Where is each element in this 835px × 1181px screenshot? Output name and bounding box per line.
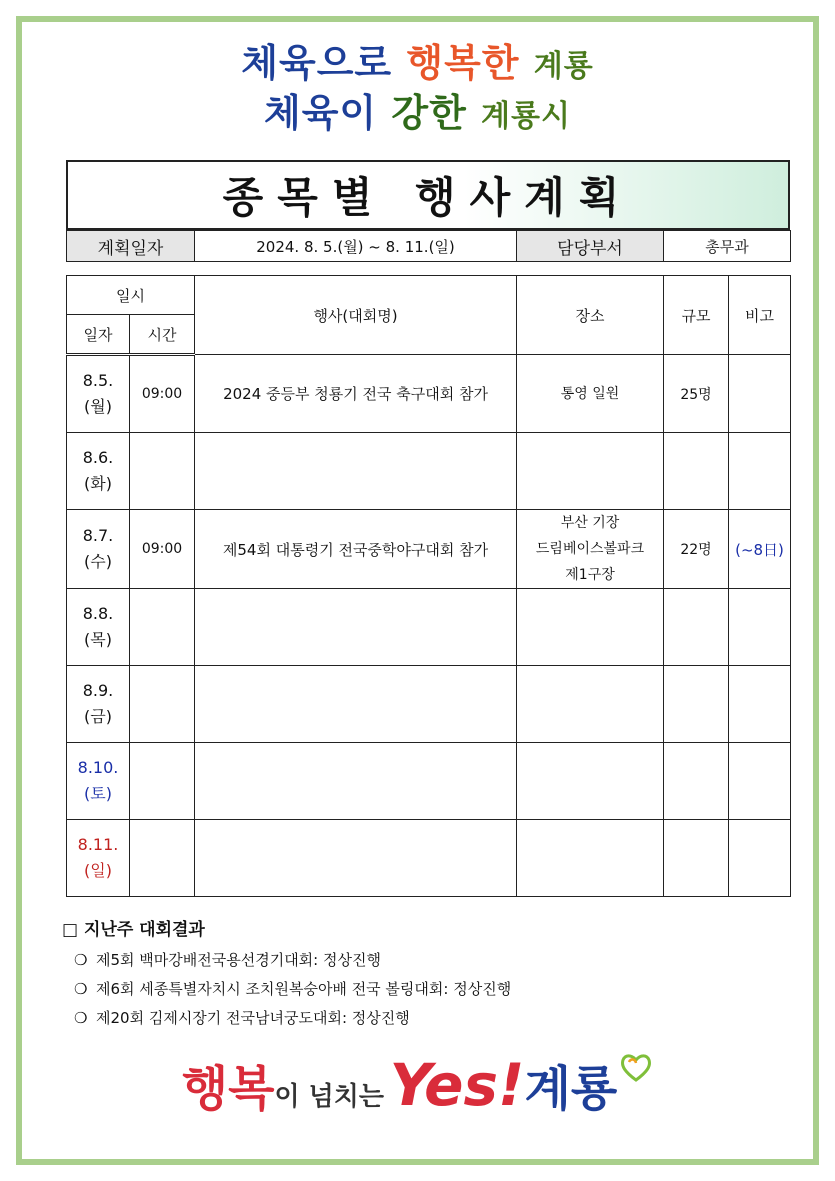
list-item bbox=[74, 946, 511, 975]
slogan-word: 행복한 bbox=[406, 41, 520, 85]
logo-word: 이 넘치는 bbox=[274, 1082, 385, 1112]
table-row bbox=[67, 666, 791, 743]
table-row bbox=[67, 510, 791, 589]
time-cell bbox=[130, 820, 195, 897]
slogan-line-1 bbox=[0, 40, 835, 90]
event-cell bbox=[195, 589, 517, 666]
venue-cell bbox=[517, 589, 664, 666]
table-row bbox=[67, 743, 791, 820]
slogan-word: 계룡 bbox=[533, 49, 594, 84]
time-cell: 09:00 bbox=[130, 510, 195, 589]
time-cell bbox=[130, 589, 195, 666]
weekday-text: (금) bbox=[84, 707, 112, 726]
venue-cell bbox=[517, 355, 664, 433]
header-date: 일자 bbox=[67, 315, 130, 355]
document-title: 종목별 행사계획 bbox=[222, 173, 634, 222]
weekday-text: (화) bbox=[84, 474, 112, 493]
remarks-cell bbox=[729, 666, 791, 743]
time-cell bbox=[130, 743, 195, 820]
venue-cell bbox=[517, 433, 664, 510]
bullet-icon: ❍ bbox=[74, 951, 88, 969]
weekday-text: (목) bbox=[84, 630, 112, 649]
logo-word: 행복 bbox=[181, 1061, 275, 1117]
scale-cell bbox=[664, 589, 729, 666]
venue-line: 제1구장 bbox=[565, 567, 615, 583]
time-cell bbox=[130, 666, 195, 743]
venue-line: 부산 기장 bbox=[560, 515, 620, 531]
date-text: 8.7. bbox=[82, 526, 114, 545]
slogan-word: 체육으로 bbox=[241, 41, 393, 85]
slogan-word: 계룡시 bbox=[481, 99, 571, 134]
weekday-text: (일) bbox=[84, 861, 112, 880]
remarks-cell bbox=[729, 820, 791, 897]
header-venue: 장소 bbox=[517, 276, 664, 355]
last-week-results bbox=[62, 915, 511, 1033]
time-cell bbox=[130, 433, 195, 510]
table-row bbox=[67, 433, 791, 510]
remarks-cell bbox=[729, 743, 791, 820]
weekday-text: (월) bbox=[84, 397, 112, 416]
venue-cell bbox=[517, 743, 664, 820]
plan-date-label: 계획일자 bbox=[67, 231, 195, 262]
scale-cell bbox=[664, 433, 729, 510]
plan-info-table bbox=[66, 230, 791, 262]
date-cell bbox=[67, 510, 130, 589]
date-cell bbox=[67, 743, 130, 820]
event-cell bbox=[195, 666, 517, 743]
date-text: 8.5. bbox=[82, 371, 114, 390]
dept-label: 담당부서 bbox=[517, 231, 664, 262]
scale-cell bbox=[664, 743, 729, 820]
result-text: 제20회 김제시장기 전국남녀궁도대회: 정상진행 bbox=[96, 1009, 410, 1027]
venue-cell bbox=[517, 510, 664, 589]
venue-cell bbox=[517, 666, 664, 743]
gyeryong-logo bbox=[0, 1050, 835, 1119]
weekday-text: (토) bbox=[84, 784, 112, 803]
document-title-box bbox=[66, 160, 790, 230]
result-text: 제5회 백마강배전국용선경기대회: 정상진행 bbox=[96, 951, 381, 969]
date-cell bbox=[67, 433, 130, 510]
event-cell bbox=[195, 743, 517, 820]
table-row bbox=[67, 589, 791, 666]
remarks-cell bbox=[729, 355, 791, 433]
plan-date-value: 2024. 8. 5.(월) ~ 8. 11.(일) bbox=[195, 231, 517, 262]
result-text: 제6회 세종특별자치시 조치원복숭아배 전국 볼링대회: 정상진행 bbox=[96, 980, 512, 998]
header-remarks: 비고 bbox=[729, 276, 791, 355]
event-cell: 제54회 대통령기 전국중학야구대회 참가 bbox=[195, 510, 517, 589]
scale-cell bbox=[664, 666, 729, 743]
event-cell bbox=[195, 820, 517, 897]
schedule-table bbox=[66, 275, 791, 897]
venue-line: 통영 일원 bbox=[560, 385, 620, 402]
date-cell bbox=[67, 589, 130, 666]
date-cell bbox=[67, 355, 130, 433]
slogan-line-2 bbox=[0, 90, 835, 140]
header-datetime: 일시 bbox=[67, 276, 195, 315]
date-text: 8.10. bbox=[77, 758, 119, 777]
table-row bbox=[67, 355, 791, 433]
venue-cell bbox=[517, 820, 664, 897]
table-row bbox=[67, 820, 791, 897]
slogan-word: 체육이 bbox=[264, 91, 378, 135]
header-scale: 규모 bbox=[664, 276, 729, 355]
event-cell bbox=[195, 433, 517, 510]
list-item bbox=[74, 1004, 511, 1033]
remarks-cell: (~8日) bbox=[729, 510, 791, 589]
slogan-word: 강한 bbox=[391, 91, 467, 135]
weekday-text: (수) bbox=[84, 552, 112, 571]
date-cell bbox=[67, 820, 130, 897]
date-text: 8.6. bbox=[82, 448, 114, 467]
heart-icon bbox=[619, 1050, 653, 1084]
remarks-cell bbox=[729, 433, 791, 510]
remarks-cell bbox=[729, 589, 791, 666]
event-cell: 2024 중등부 청룡기 전국 축구대회 참가 bbox=[195, 355, 517, 433]
time-cell: 09:00 bbox=[130, 355, 195, 433]
date-text: 8.11. bbox=[77, 835, 119, 854]
list-item bbox=[74, 975, 511, 1004]
date-text: 8.8. bbox=[82, 604, 114, 623]
dept-value: 총무과 bbox=[664, 231, 791, 262]
scale-cell: 22명 bbox=[664, 510, 729, 589]
logo-yes: Yes! bbox=[389, 1051, 525, 1119]
bullet-icon: ❍ bbox=[74, 1009, 88, 1027]
header-event: 행사(대회명) bbox=[195, 276, 517, 355]
header-time: 시간 bbox=[130, 315, 195, 355]
logo-word: 계룡 bbox=[524, 1061, 618, 1117]
date-cell bbox=[67, 666, 130, 743]
scale-cell: 25명 bbox=[664, 355, 729, 433]
venue-line: 드림베이스볼파크 bbox=[535, 541, 645, 557]
date-text: 8.9. bbox=[82, 681, 114, 700]
bullet-icon: ❍ bbox=[74, 980, 88, 998]
scale-cell bbox=[664, 820, 729, 897]
results-heading: □ 지난주 대회결과 bbox=[62, 920, 205, 940]
